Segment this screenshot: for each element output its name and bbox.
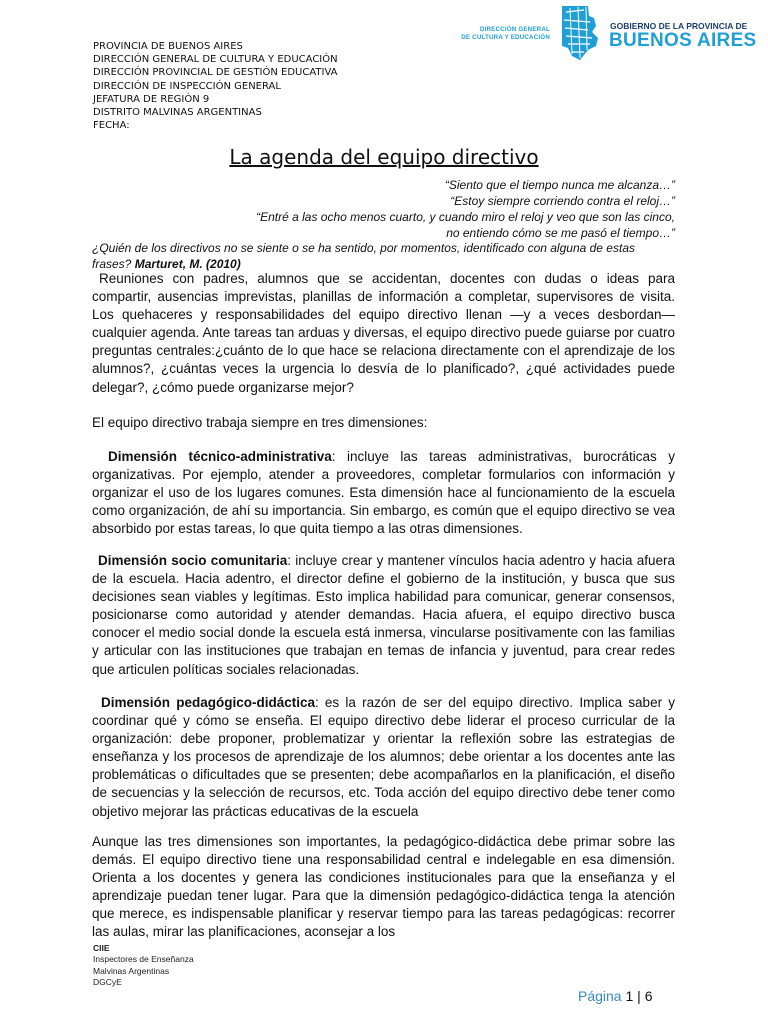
quote-line: “Siento que el tiempo nunca me alcanza…” (444, 178, 675, 192)
header-institution-block (93, 40, 338, 132)
dimension-social-paragraph (92, 552, 675, 679)
dimension-pedagogical-title: Dimensión pedagógico-didáctica (101, 695, 315, 710)
header-line: DIRECCIÓN PROVINCIAL DE GESTIÓN EDUCATIVA (93, 67, 338, 79)
government-label: GOBIERNO DE LA PROVINCIA DE (610, 21, 748, 31)
quote-line: “Entré a las ocho menos cuarto, y cuando miro el reloj y veo que son las cinco, (256, 210, 675, 224)
page-label: Página (578, 988, 622, 1004)
header-line: FECHA: (93, 120, 130, 132)
dimensions-intro-paragraph: El equipo directivo trabaja siempre en tres dimensiones: (92, 415, 428, 430)
quote-line: “Estoy siempre corriendo contra el reloj…” (450, 194, 675, 208)
header-line: JEFATURA DE REGIÓN 9 (93, 93, 210, 105)
province-name-logo: BUENOS AIRES (609, 30, 757, 51)
header-line: DISTRITO MALVINAS ARGENTINAS (93, 107, 262, 119)
dgcye-line-1: DIRECCIÓN GENERAL (479, 26, 550, 33)
page-title: La agenda del equipo directivo (229, 145, 539, 169)
quote-line: no entiendo cómo se me pasó el tiempo…” (446, 226, 675, 240)
epigraph-quotes (256, 177, 675, 241)
reflection-question (92, 240, 676, 272)
question-citation: Marturet, M. (2010) (134, 257, 241, 271)
page-separator: | (637, 988, 641, 1004)
dimension-social-text: : incluye crear y mantener vínculos hacia adentro y hacia afuera de la escuela. Hacia adentro, el director define el gobierno de la institución, y busca que sus decisiones sean viables y legítimas. Esto implica habilidad para comunicar, generar consensos, posicionarse como autoridad y atender demandas. Hacia afuera, el equipo directivo busca conocer el medio social donde la escuela está inmersa, vincularse positivamente con las familias y articular con las instituciones que trabajan en temas de infancia y juventud, para crear redes que articulen políticas sociales relacionadas. (92, 553, 675, 677)
dimension-pedagogical-paragraph (92, 694, 675, 821)
header-line: DIRECCIÓN GENERAL DE CULTURA Y EDUCACIÓN (93, 54, 338, 66)
dgcye-logo-text (458, 26, 550, 42)
dimension-social-title: Dimensión socio comunitaria (98, 553, 288, 568)
question-text: ¿Quién de los directivos no se siente o se ha sentido, por momentos, identificado con alguna de estas frases? (92, 241, 635, 271)
closing-paragraph: Aunque las tres dimensiones son importantes, la pedagógico-didáctica debe primar sobre las demás. El equipo directivo tiene una responsabilidad central e indelegable en esa dimensión. Orienta a los docentes y genera las condiciones institucionales para que la enseñanza y el aprendizaje puedan tener lugar. Para que la dimensión pedagógico-didáctica tenga la atención que merece, es indispensable planificar y reservar tiempo para las tareas pedagógicas: recorrer las aulas, mirar las planificaciones, aconsejar a los (92, 834, 675, 940)
intro-paragraph: Reuniones con padres, alumnos que se accidentan, docentes con dudas o ideas para compartir, ausencias imprevistas, planillas de información a completar, supervisores de visita. Los quehaceres y responsabilidades del equipo directivo llenan —y a veces desbordan— cualquier agenda. Ante tareas tan arduas y diversas, el equipo directivo puede guiarse por cuatro preguntas centrales:¿cuánto de lo que hace se relaciona directamente con el aprendizaje de los alumnos?, ¿cuántas veces la urgencia lo desvía de lo planificado?, ¿qué actividades puede delegar?, ¿cómo puede organizarse mejor? (92, 271, 675, 395)
document-footer (93, 943, 194, 988)
dimension-pedagogical-text: : es la razón de ser del equipo directivo. Implica saber y coordinar qué y cómo se enseña. El equipo directivo debe liderar el proceso curricular de la organización: debe proponer, problematizar y orientar la reflexión sobre las estrategias de enseñanza y los procesos de aprendizaje de los alumnos; debe orientar a los docentes ante las problemáticas o dificultades que se presenten; debe acompañarlos en la planificación, el diseño de secuencias y la selección de recursos, etc. Toda acción del equipo directivo debe tener como objetivo mejorar las prácticas educativas de la escuela (92, 695, 676, 819)
footer-line: CIIE (93, 943, 110, 953)
page-total: 6 (644, 988, 653, 1004)
dimension-technical-text: : incluye las tareas administrativas, burocráticas y organizativas. Por ejemplo, atender a proveedores, completar formularios con información y organizar el uso de los lugares comunes. Esta dimensión hace al funcionamiento de la escuela como organización, de ahí su importancia. Sin embargo, es común que el equipo directivo se vea absorbido por estas tareas, lo que quita tiempo a las otras dimensiones. (92, 449, 675, 537)
header-logos (458, 4, 757, 64)
dgcye-line-2: DE CULTURA Y EDUCACIÓN (461, 34, 550, 41)
page-current: 1 (625, 988, 634, 1004)
dimension-technical-paragraph (92, 448, 675, 538)
footer-line: DGCyE (93, 976, 122, 987)
header-line: DIRECCIÓN DE INSPECCIÓN GENERAL (93, 80, 281, 92)
header-line: PROVINCIA DE BUENOS AIRES (93, 41, 243, 52)
footer-line: Inspectores de Enseñanza (93, 954, 194, 965)
buenos-aires-province-map-icon (558, 4, 600, 62)
footer-line: Malvinas Argentinas (93, 965, 170, 976)
page-number (578, 988, 653, 1004)
dimension-technical-title: Dimensión técnico-administrativa (108, 449, 332, 464)
